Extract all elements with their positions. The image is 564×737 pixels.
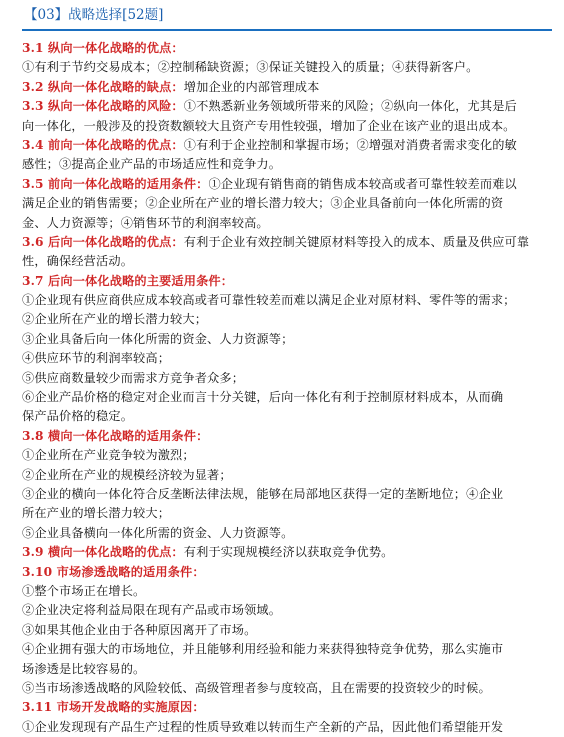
- section-inline-text: 增加企业的内部管理成本: [183, 79, 320, 94]
- section-text-line: ⑤企业具备横向一体化所需的资金、人力资源等。: [22, 525, 294, 540]
- section-heading-line: [22, 543, 552, 562]
- section-heading-line: [22, 563, 552, 582]
- section-heading-line: [22, 136, 552, 155]
- section-heading: 3.7 后向一体化战略的主要适用条件：: [22, 273, 234, 288]
- section-10: [22, 563, 552, 699]
- section-inline-text: 有利于实现规模经济以获取竞争优势。: [183, 545, 394, 560]
- section-text-line: ②企业所在产业的规模经济较为显著；: [22, 467, 232, 482]
- section-inline-text: ①企业现有销售商的销售成本较高或者可靠性较差而难以: [208, 176, 517, 191]
- section-text-line: 感性；③提高企业产品的市场适应性和竞争力。: [22, 157, 282, 172]
- section-heading: 3.3 纵向一体化战略的风险：: [22, 99, 184, 114]
- section-text-line: ②企业所在产业的增长潜力较大；: [22, 312, 208, 327]
- section-inline-text: 有利于企业有效控制关键原材料等投入的成本、质量及供应可靠: [183, 234, 530, 249]
- section-text-line: 满足企业的销售需要；②企业所在产业的增长潜力较大；③企业具备前向一体化所需的资: [22, 196, 504, 211]
- section-text-line: ①整个市场正在增长。: [22, 583, 146, 598]
- section-heading-line: [22, 39, 552, 58]
- section-heading: 3.10 市场渗透战略的适用条件：: [22, 564, 205, 579]
- section-text-line: ⑥企业产品价格的稳定对企业而言十分关键，后向一体化有利于控制原材料成本，从而确: [22, 390, 504, 405]
- section-heading: 3.9 横向一体化战略的优点：: [22, 545, 184, 560]
- section-heading-line: [22, 427, 552, 446]
- section-heading-line: [22, 233, 552, 252]
- section-text-line: 保产品价格的稳定。: [22, 409, 134, 424]
- section-heading-line: [22, 97, 552, 116]
- section-text-line: 所在产业的增长潜力较大；: [22, 506, 171, 521]
- section-text-line: ①企业现有供应商供应成本较高或者可靠性较差而难以满足企业对原材料、零件等的需求；: [22, 293, 516, 308]
- section-text-line: 金、人力资源等；④销售环节的利润率较高。: [22, 215, 269, 230]
- section-heading: 3.5 前向一体化战略的适用条件：: [22, 176, 209, 191]
- section-text-line: ③如果其他企业由于各种原因离开了市场。: [22, 622, 257, 637]
- section-text-line: ①有利于节约交易成本；②控制稀缺资源；③保证关键投入的质量；④获得新客户。: [22, 60, 479, 75]
- section-heading: 3.2 纵向一体化战略的缺点：: [22, 79, 184, 94]
- section-heading: 3.1 纵向一体化战略的优点：: [22, 41, 184, 55]
- section-text-line: ④供应环节的利润率较高；: [22, 351, 171, 366]
- section-heading-line: [22, 698, 552, 717]
- section-text-line: 场渗透是比较容易的。: [22, 661, 146, 676]
- section-5: [22, 175, 552, 233]
- section-heading: 3.11 市场开发战略的实施原因：: [22, 700, 205, 715]
- section-heading: 3.8 横向一体化战略的适用条件：: [22, 428, 209, 443]
- section-7: [22, 272, 552, 427]
- section-heading-line: [22, 78, 552, 97]
- section-heading: 3.6 后向一体化战略的优点：: [22, 234, 184, 249]
- section-text-line: ③企业具备后向一体化所需的资金、人力资源等；: [22, 331, 294, 346]
- section-2: [22, 78, 552, 97]
- section-text-line: ⑤当市场渗透战略的风险较低、高级管理者参与度较高，且在需要的投资较少的时候。: [22, 680, 491, 695]
- section-text-line: ①企业所在产业竞争较为激烈；: [22, 448, 195, 463]
- section-text-line: 性，确保经营活动。: [22, 254, 134, 269]
- section-4: [22, 136, 552, 175]
- section-text-line: ③企业的横向一体化符合反垄断法律法规，能够在局部地区获得一定的垄断地位；④企业: [22, 486, 504, 501]
- section-6: [22, 233, 552, 272]
- section-8: [22, 427, 552, 543]
- section-text-line: ②企业决定将利益局限在现有产品或市场领域。: [22, 603, 282, 618]
- document-content: [22, 39, 552, 737]
- section-text-line: ①企业发现现有产品生产过程的性质导致难以转而生产全新的产品，因此他们希望能开发: [22, 719, 504, 734]
- section-heading: 3.4 前向一体化战略的优点：: [22, 137, 184, 152]
- section-inline-text: ①不熟悉新业务领域所带来的风险；②纵向一体化，尤其是后: [183, 99, 517, 114]
- section-3: [22, 97, 552, 136]
- section-1: [22, 39, 552, 78]
- page-title: 【03】战略选择[52题]: [22, 4, 552, 31]
- section-9: [22, 543, 552, 562]
- section-inline-text: ①有利于企业控制和掌握市场；②增强对消费者需求变化的敏: [183, 137, 517, 152]
- section-text-line: ④企业拥有强大的市场地位，并且能够利用经验和能力来获得独特竞争优势，那么实施市: [22, 642, 504, 657]
- section-heading-line: [22, 272, 552, 291]
- section-heading-line: [22, 175, 552, 194]
- section-text-line: 向一体化，一般涉及的投资数额较大且资产专用性较强，增加了企业在该产业的退出成本。: [22, 118, 516, 133]
- section-text-line: ⑤供应商数量较少而需求方竞争者众多；: [22, 370, 245, 385]
